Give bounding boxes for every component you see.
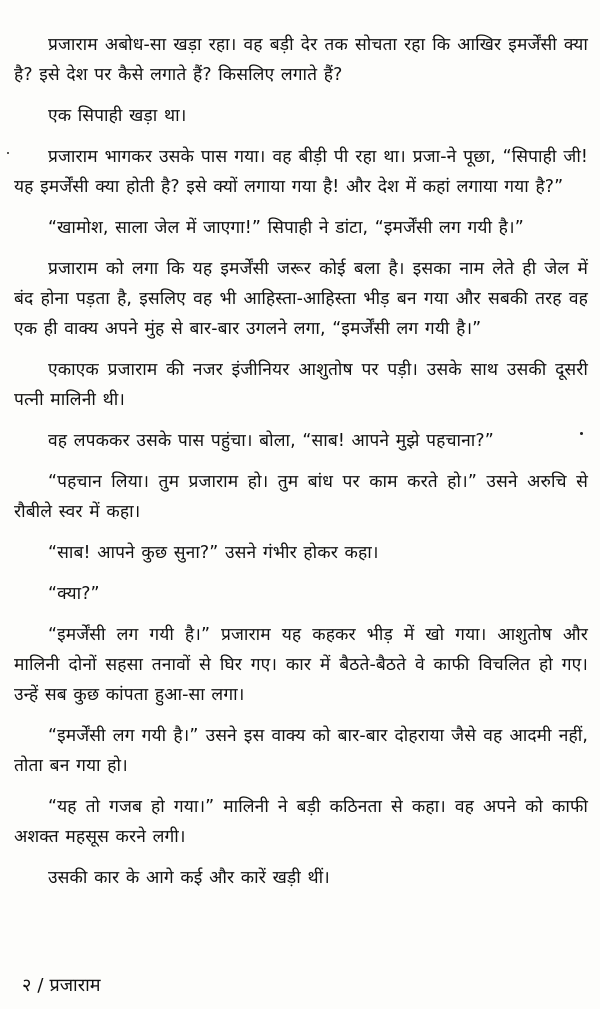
book-title: प्रजाराम	[49, 975, 101, 996]
paragraph-14: उसकी कार के आगे कई और कारें खड़ी थीं।	[48, 868, 330, 888]
paragraph-1: प्रजाराम अबोध-सा खड़ा रहा। वह बड़ी देर तक सोचता रहा कि आखिर इमर्जेंसी क्या है? इसे देश पर कैसे लगाते हैं? किसलिए लगाते हैं?	[14, 35, 588, 85]
page-number: २	[22, 975, 32, 996]
print-speck	[580, 432, 583, 435]
paragraph-8: “पहचान लिया। तुम प्रजाराम हो। तुम बांध पर काम करते हो।” उसने अरुचि से रौबीले स्वर में कहा।	[14, 472, 588, 522]
paragraph-2: एक सिपाही खड़ा था।	[48, 106, 187, 126]
paragraph-10: “क्या?”	[48, 584, 100, 604]
page-body-text	[14, 30, 588, 904]
paragraph-3: प्रजाराम भागकर उसके पास गया। वह बीड़ी पी रहा था। प्रजा-ने पूछा, “सिपाही जी! यह इमर्जेंसी क्या होती है? इसे क्यों लगाया गया है! और देश में कहां लगाया गया है?”	[14, 147, 588, 197]
paragraph-12: “इमर्जेंसी लग गयी है।” उसने इस वाक्य को बार-बार दोहराया जैसे वह आदमी नहीं, तोता बन गया हो।	[14, 726, 588, 776]
page-footer	[22, 974, 101, 998]
paragraph-11: “इमर्जेंसी लग गयी है।” प्रजाराम यह कहकर भीड़ में खो गया। आशुतोष और मालिनी दोनों सहसा तनावों से घिर गए। कार में बैठते-बैठते वे काफी विचलित हो गए। उन्हें सब कुछ कांपता हुआ-सा लगा।	[14, 625, 588, 705]
paragraph-4: “खामोश, साला जेल में जाएगा!” सिपाही ने डांटा, “इमर्जेंसी लग गयी है।”	[48, 218, 524, 238]
footer-separator: /	[37, 975, 44, 996]
print-speck	[7, 152, 9, 154]
paragraph-13: “यह तो गजब हो गया।” मालिनी ने बड़ी कठिनता से कहा। वह अपने को काफी अशक्त महसूस करने लगी।	[14, 797, 588, 847]
paragraph-5: प्रजाराम को लगा कि यह इमर्जेंसी जरूर कोई बला है। इसका नाम लेते ही जेल में बंद होना पड़ता है, इसलिए वह भी आहिस्ता-आहिस्ता भीड़ बन गया और सबकी तरह वह एक ही वाक्य अपने मुंह से बार-बार उगलने लगा, “इमर्जेंसी लग गयी है।”	[14, 259, 588, 339]
paragraph-6: एकाएक प्रजाराम की नजर इंजीनियर आशुतोष पर पड़ी। उसके साथ उसकी दूसरी पत्नी मालिनी थी।	[14, 360, 588, 410]
paragraph-7: वह लपककर उसके पास पहुंचा। बोला, “साब! आपने मुझे पहचाना?”	[48, 431, 494, 451]
paragraph-9: “साब! आपने कुछ सुना?” उसने गंभीर होकर कहा।	[48, 543, 379, 563]
